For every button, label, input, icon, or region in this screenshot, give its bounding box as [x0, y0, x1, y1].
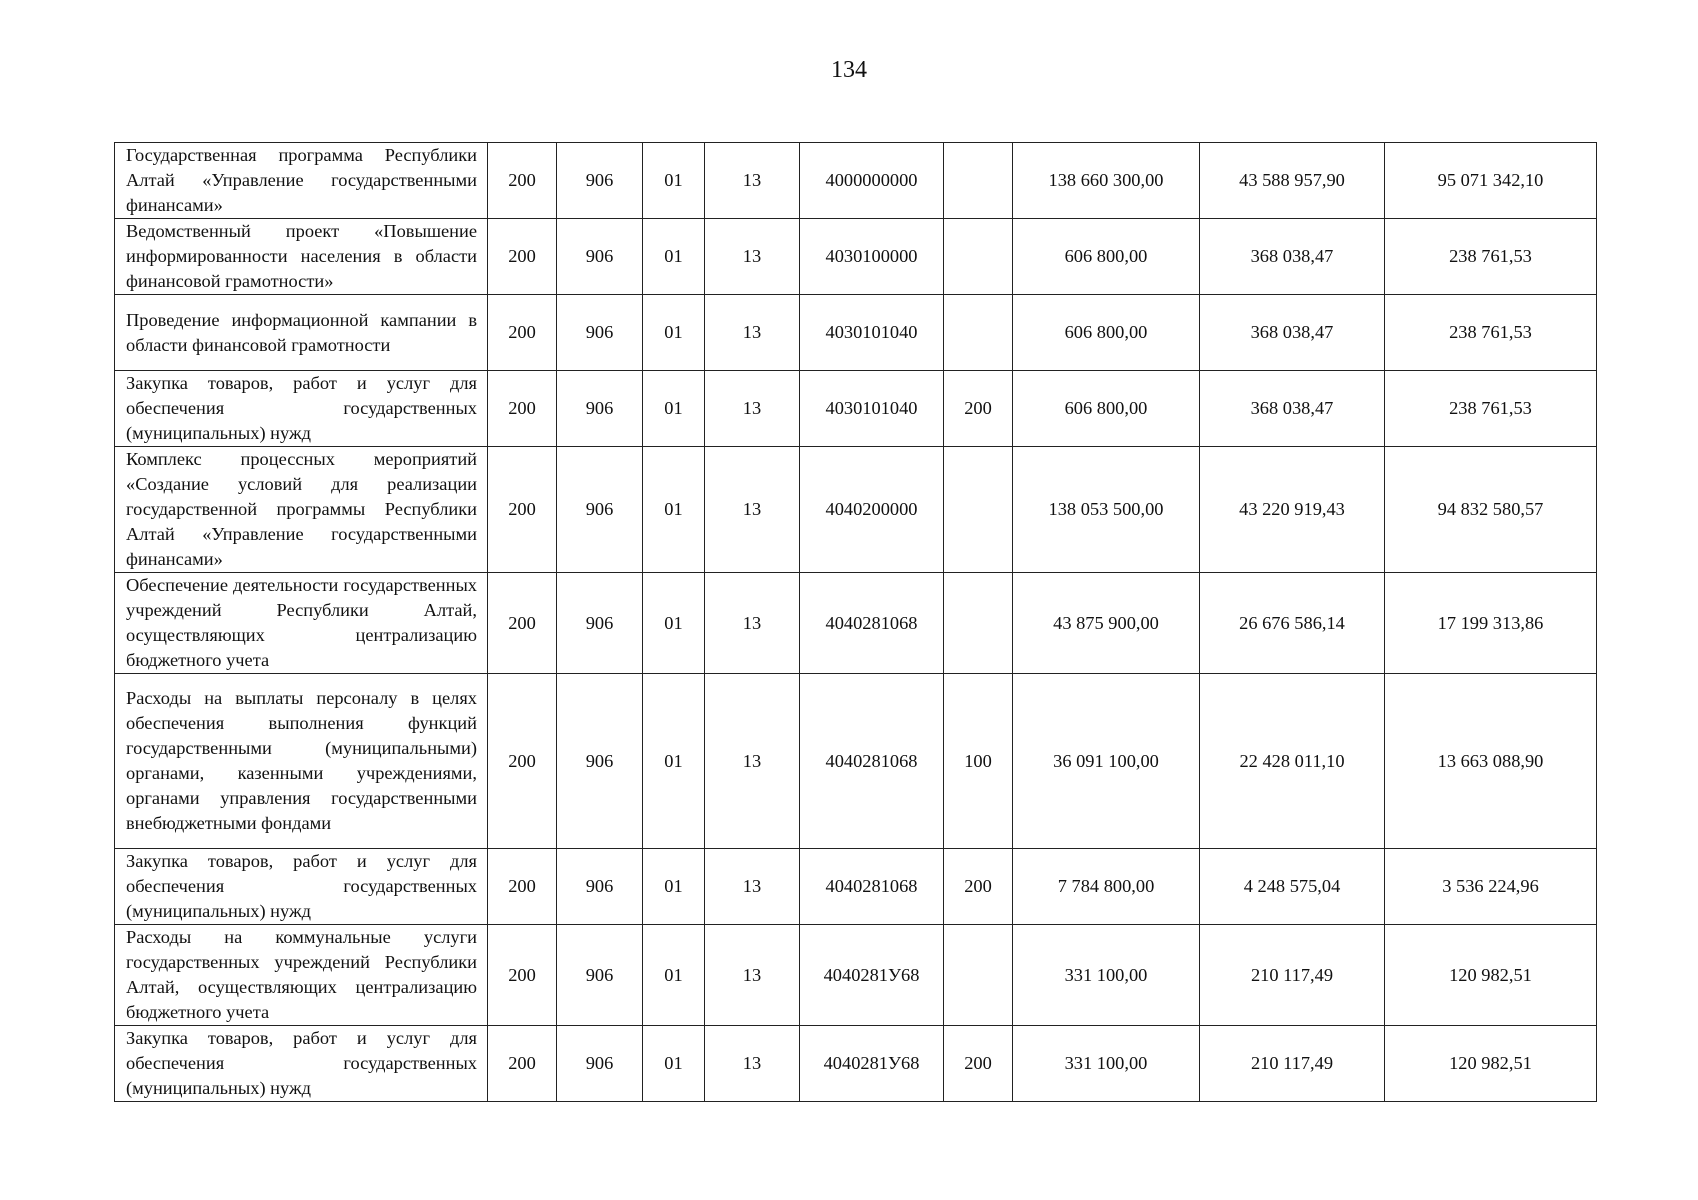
- cell-target-code: 4040281068: [800, 674, 944, 849]
- cell-expense-type: [944, 447, 1013, 573]
- table-row: [115, 447, 1597, 573]
- cell-code-4: 13: [705, 143, 800, 219]
- cell-amount-3: 13 663 088,90: [1385, 674, 1597, 849]
- cell-expense-type: 100: [944, 674, 1013, 849]
- cell-code-3: 01: [643, 925, 705, 1026]
- cell-amount-1: 606 800,00: [1013, 371, 1200, 447]
- cell-code-2: 906: [557, 219, 643, 295]
- table-row: [115, 295, 1597, 371]
- cell-expense-type: [944, 219, 1013, 295]
- cell-code-1: 200: [488, 1026, 557, 1102]
- cell-amount-2: 368 038,47: [1200, 371, 1385, 447]
- cell-code-1: 200: [488, 143, 557, 219]
- cell-amount-1: 331 100,00: [1013, 925, 1200, 1026]
- cell-code-1: 200: [488, 849, 557, 925]
- cell-target-code: 4030101040: [800, 371, 944, 447]
- cell-amount-1: 606 800,00: [1013, 295, 1200, 371]
- cell-expense-type: [944, 143, 1013, 219]
- cell-amount-3: 94 832 580,57: [1385, 447, 1597, 573]
- row-description: Закупка товаров, работ и услуг для обеспечения государственных (муниципальных) нужд: [115, 371, 488, 447]
- cell-expense-type: [944, 295, 1013, 371]
- cell-target-code: 4040200000: [800, 447, 944, 573]
- cell-code-4: 13: [705, 925, 800, 1026]
- cell-code-4: 13: [705, 849, 800, 925]
- cell-code-1: 200: [488, 674, 557, 849]
- cell-code-3: 01: [643, 674, 705, 849]
- cell-amount-1: 606 800,00: [1013, 219, 1200, 295]
- cell-code-3: 01: [643, 295, 705, 371]
- cell-amount-2: 43 220 919,43: [1200, 447, 1385, 573]
- cell-code-2: 906: [557, 143, 643, 219]
- cell-amount-2: 210 117,49: [1200, 925, 1385, 1026]
- cell-target-code: 4030100000: [800, 219, 944, 295]
- table-row: [115, 674, 1597, 849]
- cell-amount-3: 238 761,53: [1385, 295, 1597, 371]
- cell-amount-3: 95 071 342,10: [1385, 143, 1597, 219]
- cell-code-4: 13: [705, 674, 800, 849]
- cell-amount-3: 238 761,53: [1385, 371, 1597, 447]
- cell-code-2: 906: [557, 447, 643, 573]
- cell-expense-type: [944, 573, 1013, 674]
- cell-expense-type: 200: [944, 1026, 1013, 1102]
- cell-amount-1: 7 784 800,00: [1013, 849, 1200, 925]
- row-description: Закупка товаров, работ и услуг для обеспечения государственных (муниципальных) нужд: [115, 849, 488, 925]
- table-row: [115, 1026, 1597, 1102]
- cell-code-1: 200: [488, 925, 557, 1026]
- cell-code-3: 01: [643, 573, 705, 674]
- row-description: Закупка товаров, работ и услуг для обеспечения государственных (муниципальных) нужд: [115, 1026, 488, 1102]
- table-row: [115, 925, 1597, 1026]
- cell-code-2: 906: [557, 1026, 643, 1102]
- cell-code-3: 01: [643, 849, 705, 925]
- cell-amount-2: 368 038,47: [1200, 295, 1385, 371]
- cell-amount-2: 4 248 575,04: [1200, 849, 1385, 925]
- cell-expense-type: [944, 925, 1013, 1026]
- cell-amount-3: 120 982,51: [1385, 1026, 1597, 1102]
- cell-code-3: 01: [643, 219, 705, 295]
- cell-code-2: 906: [557, 573, 643, 674]
- table-row: [115, 371, 1597, 447]
- row-description: Расходы на коммунальные услуги государственных учреждений Республики Алтай, осуществляющих централизацию бюджетного учета: [115, 925, 488, 1026]
- cell-expense-type: 200: [944, 371, 1013, 447]
- cell-target-code: 4040281068: [800, 849, 944, 925]
- cell-amount-1: 138 053 500,00: [1013, 447, 1200, 573]
- cell-code-3: 01: [643, 143, 705, 219]
- cell-target-code: 4040281У68: [800, 925, 944, 1026]
- cell-code-2: 906: [557, 925, 643, 1026]
- cell-code-4: 13: [705, 1026, 800, 1102]
- cell-code-1: 200: [488, 573, 557, 674]
- row-description: Ведомственный проект «Повышение информированности населения в области финансовой грамотности»: [115, 219, 488, 295]
- cell-amount-2: 26 676 586,14: [1200, 573, 1385, 674]
- row-description: Обеспечение деятельности государственных учреждений Республики Алтай, осуществляющих централизацию бюджетного учета: [115, 573, 488, 674]
- row-description: Расходы на выплаты персоналу в целях обеспечения выполнения функций государственными (муниципальными) органами, казенными учреждениями, органами управления государственными внебюджетными фондами: [115, 674, 488, 849]
- cell-amount-1: 138 660 300,00: [1013, 143, 1200, 219]
- cell-code-1: 200: [488, 447, 557, 573]
- cell-code-2: 906: [557, 849, 643, 925]
- cell-code-1: 200: [488, 295, 557, 371]
- cell-target-code: 4040281У68: [800, 1026, 944, 1102]
- cell-target-code: 4030101040: [800, 295, 944, 371]
- cell-code-3: 01: [643, 1026, 705, 1102]
- cell-amount-2: 210 117,49: [1200, 1026, 1385, 1102]
- cell-code-4: 13: [705, 295, 800, 371]
- cell-amount-2: 22 428 011,10: [1200, 674, 1385, 849]
- cell-amount-2: 43 588 957,90: [1200, 143, 1385, 219]
- cell-amount-3: 3 536 224,96: [1385, 849, 1597, 925]
- cell-amount-1: 36 091 100,00: [1013, 674, 1200, 849]
- cell-code-3: 01: [643, 371, 705, 447]
- cell-code-3: 01: [643, 447, 705, 573]
- cell-amount-1: 43 875 900,00: [1013, 573, 1200, 674]
- page-number: 134: [831, 57, 867, 83]
- cell-amount-3: 17 199 313,86: [1385, 573, 1597, 674]
- row-description: Проведение информационной кампании в области финансовой грамотности: [115, 295, 488, 371]
- cell-amount-3: 120 982,51: [1385, 925, 1597, 1026]
- table-row: [115, 219, 1597, 295]
- cell-code-4: 13: [705, 573, 800, 674]
- cell-code-4: 13: [705, 219, 800, 295]
- cell-code-1: 200: [488, 371, 557, 447]
- cell-code-2: 906: [557, 674, 643, 849]
- table-row: [115, 573, 1597, 674]
- cell-code-1: 200: [488, 219, 557, 295]
- cell-amount-1: 331 100,00: [1013, 1026, 1200, 1102]
- row-description: Государственная программа Республики Алтай «Управление государственными финансами»: [115, 143, 488, 219]
- cell-target-code: 4040281068: [800, 573, 944, 674]
- cell-code-2: 906: [557, 295, 643, 371]
- cell-amount-2: 368 038,47: [1200, 219, 1385, 295]
- row-description: Комплекс процессных мероприятий «Создание условий для реализации государственной программы Республики Алтай «Управление государственными финансами»: [115, 447, 488, 573]
- cell-code-4: 13: [705, 447, 800, 573]
- cell-code-4: 13: [705, 371, 800, 447]
- cell-code-2: 906: [557, 371, 643, 447]
- cell-expense-type: 200: [944, 849, 1013, 925]
- cell-amount-3: 238 761,53: [1385, 219, 1597, 295]
- budget-table: [114, 142, 1597, 1102]
- table-row: [115, 143, 1597, 219]
- table-row: [115, 849, 1597, 925]
- cell-target-code: 4000000000: [800, 143, 944, 219]
